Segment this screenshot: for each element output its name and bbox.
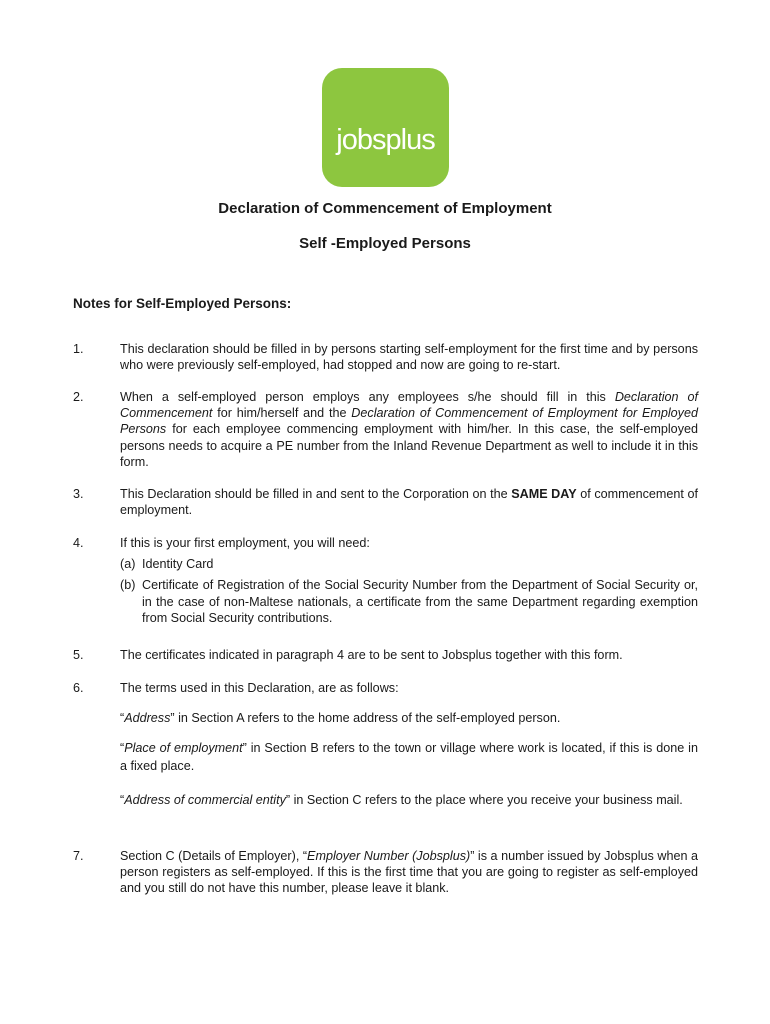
term-place-of-employment: “Place of employment” in Section B refers to the town or village where work is located, if this is done in a fixed place. [120, 740, 698, 774]
note-number: 4. [73, 536, 84, 550]
note-item-5 [73, 647, 698, 663]
note-text: If this is your first employment, you will need: [120, 536, 370, 550]
logo-text: jobsplus [336, 124, 435, 156]
note-text: This declaration should be filled in by persons starting self-employment for the first time and by persons who were previously self-employed, had stopped and now are going to re-start. [120, 342, 698, 373]
note-number: 7. [73, 849, 84, 863]
note-item-1 [73, 341, 698, 373]
note-item-7 [73, 848, 698, 897]
jobsplus-logo [322, 68, 449, 187]
note-number: 2. [73, 390, 84, 404]
note-text: This Declaration should be filled in and sent to the Corporation on the SAME DAY of commencement of employment. [120, 487, 699, 518]
term-address: “Address” in Section A refers to the home address of the self-employed person. [120, 711, 561, 726]
notes-heading: Notes for Self-Employed Persons: [73, 296, 292, 311]
note-text: Section C (Details of Employer), “Employer Number (Jobsplus)” is a number issued by Jobsplus when a person registers as self-employed. If this is the first time that you are going to register as self-employed and you still do not have this number, please leave it blank. [120, 849, 698, 896]
document-subtitle: Self -Employed Persons [299, 235, 471, 252]
note-text: The terms used in this Declaration, are as follows: [120, 681, 399, 695]
note-text: The certificates indicated in paragraph 4 are to be sent to Jobsplus together with this form. [120, 648, 623, 662]
term-address-commercial-entity: “Address of commercial entity” in Section C refers to the place where you receive your business mail. [120, 792, 683, 807]
sub-item-b: (b) Certificate of Registration of the Social Security Number from the Department of Social Security or, in the case of non-Maltese nationals, a certificate from the same Department regarding exemption from Social Security contributions. [120, 578, 698, 625]
note-item-4 [73, 535, 698, 626]
note-item-6 [73, 680, 698, 809]
note-number: 1. [73, 342, 84, 356]
note-item-3 [73, 486, 698, 518]
sub-item-a: (a) Identity Card [120, 557, 214, 572]
note-text: When a self-employed person employs any employees s/he should fill in this Declaration of Commencement for him/herself and the Declaration of Commencement of Employment for Employed Persons for each employee commencing employment with him/her. In this case, the self-employed persons needs to acquire a PE number from the Inland Revenue Department as well to include it in this form. [120, 390, 699, 469]
note-number: 6. [73, 681, 84, 695]
note-item-2 [73, 389, 698, 470]
note-number: 5. [73, 648, 84, 662]
note-number: 3. [73, 487, 84, 501]
document-title: Declaration of Commencement of Employment [218, 200, 552, 217]
